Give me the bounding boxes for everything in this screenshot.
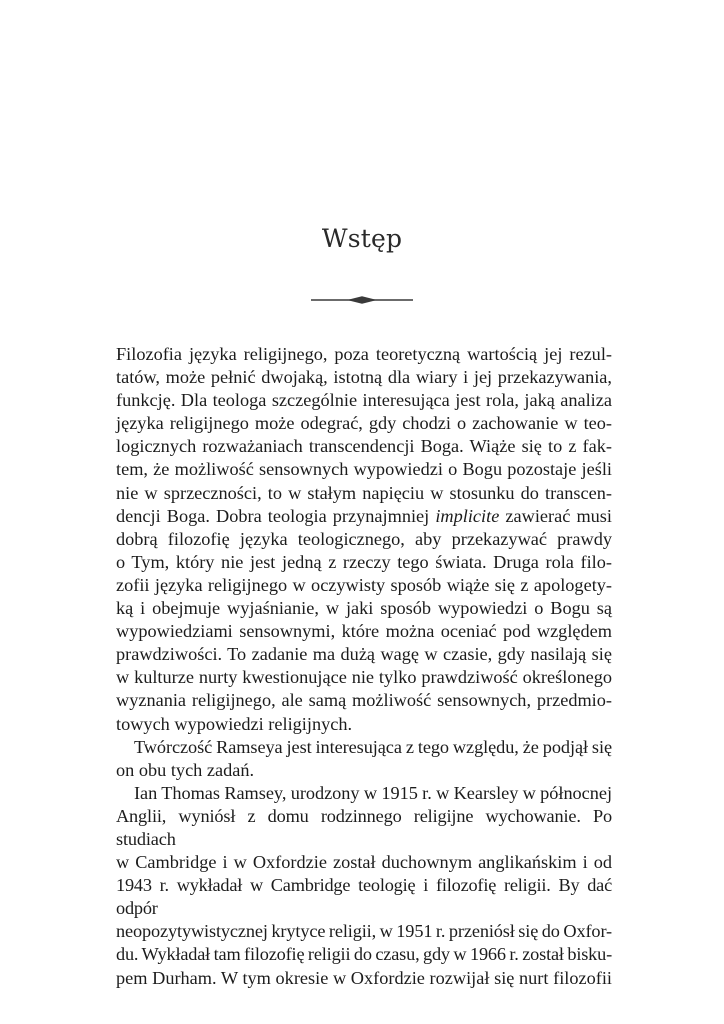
text-line: on obu tych zadań. <box>116 759 255 780</box>
text-line: wypowiedziami sensownymi, które można oceniać pod względem <box>116 621 612 642</box>
chapter-title: Wstęp <box>321 224 403 253</box>
text-line: ką i obejmuje wyjaśnianie, w jaki sposób wypowiedzi o Bogu są <box>116 598 612 619</box>
text-line: pem Durham. W tym okresie w Oxfordzie rozwijał się nurt filozofii <box>116 967 612 988</box>
text-line: w kulturze nurty kwestionujące nie tylko prawdziwość określonego <box>116 667 612 688</box>
text-segment: dencji Boga. Dobra teologia przynajmniej <box>116 505 436 526</box>
text-line: Filozofia języka religijnego, poza teoretyczną wartością jej rezul- <box>116 344 612 364</box>
text-line: o Tym, który nie jest jedną z rzeczy tego świata. Druga rola filo- <box>116 551 612 572</box>
text-line: w Cambridge i w Oxfordzie został duchownym anglikańskim i od <box>116 852 612 873</box>
text-line: wyznania religijnego, ale samą możliwość sensownych, przedmio- <box>116 690 612 711</box>
text-line: neopozytywistycznej krytyce religii, w 1951 r. przeniósł się do Oxfor- <box>116 921 612 942</box>
text-line: 1943 r. wykładał w Cambridge teologię i filozofię religii. By dać odpór <box>116 875 612 919</box>
text-line: Anglii, wyniósł z domu rodzinnego religijne wychowanie. Po studiach <box>116 805 612 849</box>
paragraph-1 <box>116 343 612 736</box>
text-segment: zawierać musi <box>499 505 612 526</box>
italic-term: implicite <box>435 505 500 526</box>
paragraph-3 <box>116 782 612 990</box>
decorative-divider <box>311 292 413 308</box>
text-line: prawdziwości. To zadanie ma dużą wagę w czasie, gdy nasilają się <box>116 644 612 665</box>
text-line: Ian Thomas Ramsey, urodzony w 1915 r. w Kearsley w północnej <box>134 782 612 803</box>
text-line: dobrą filozofię języka teologicznego, aby przekazywać prawdy <box>116 528 612 549</box>
text-line: języka religijnego może odegrać, gdy chodzi o zachowanie w teo- <box>116 413 612 434</box>
text-line: Twórczość Ramseya jest interesująca z tego względu, że podjął się <box>134 736 612 757</box>
text-line: tatów, może pełnić dwojaką, istotną dla wiary i jej przekazywania, <box>116 367 612 388</box>
text-line: towych wypowiedzi religijnych. <box>116 713 353 734</box>
text-line: nie w sprzeczności, to w stałym napięciu w stosunku do transcen- <box>116 482 612 503</box>
text-line: zofii języka religijnego w oczywisty sposób wiąże się z apologety- <box>116 574 612 595</box>
text-line-with-italic <box>116 505 612 528</box>
body-text <box>116 343 612 990</box>
text-line: funkcję. Dla teologa szczególnie interesująca jest rola, jaką analiza <box>116 390 612 411</box>
text-line: logicznych rozważaniach transcendencji Boga. Wiąże się to z fak- <box>116 436 612 457</box>
text-line: du. Wykładał tam filozofię religii do czasu, gdy w 1966 r. został bisku- <box>116 944 612 965</box>
text-line: tem, że możliwość sensownych wypowiedzi o Bogu pozostaje jeśli <box>116 459 612 480</box>
paragraph-2 <box>116 736 612 782</box>
